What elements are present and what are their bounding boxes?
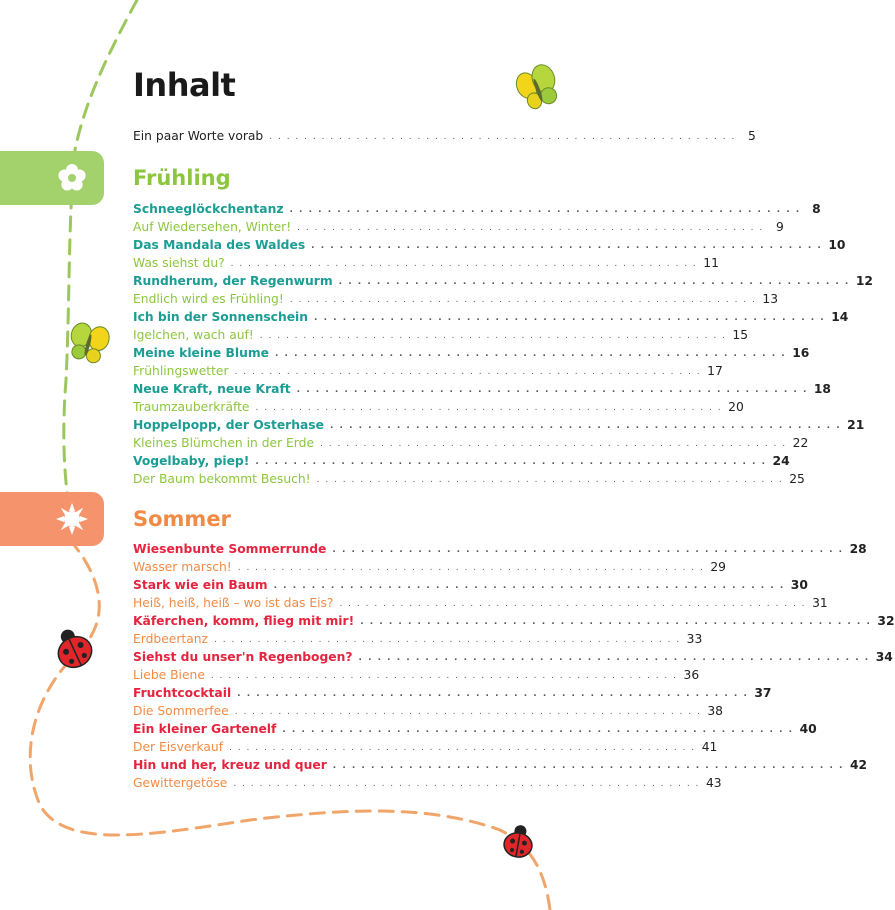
leader-dots: . . . . . . . . . . . . . . . . . . . . . . . . . . . . . . . . . . . . . . . . . . . . . . . . . . . . . .: [214, 635, 681, 645]
leader-dots: . . . . . . . . . . . . . . . . . . . . . . . . . . . . . . . . . . . . . . . . . . . . . . . . . . . . . .: [233, 779, 700, 789]
leader-dots: . . . . . . . . . . . . . . . . . . . . . . . . . . . . . . . . . . . . . . . . . . . . . . . . . . . . . .: [289, 295, 757, 305]
toc-entry-label: Der Baum bekommt Besuch!: [133, 472, 311, 486]
toc-entry-label: Igelchen, wach auf!: [133, 328, 254, 342]
leader-dots: . . . . . . . . . . . . . . . . . . . . . . . . . . . . . . . . . . . . . . . . . . . . . . . . . . . . . .: [358, 653, 870, 663]
toc-entry-page: 10: [828, 238, 846, 252]
toc-entry[interactable]: [133, 398, 744, 416]
toc-entry-label: Käferchen, komm, flieg mit mir!: [133, 614, 355, 628]
leader-dots: . . . . . . . . . . . . . . . . . . . . . . . . . . . . . . . . . . . . . . . . . . . . . . . . . . . . . .: [273, 581, 785, 591]
toc-entry-page: 43: [705, 776, 722, 790]
leader-dots: . . . . . . . . . . . . . . . . . . . . . . . . . . . . . . . . . . . . . . . . . . . . . . . . . . . . . .: [296, 385, 808, 395]
butterfly-icon: [512, 62, 562, 113]
toc-entry[interactable]: [133, 630, 703, 648]
toc-entry-label: Erdbeertanz: [133, 632, 209, 646]
toc-entry-label: Der Eisverkauf: [133, 740, 224, 754]
leader-dots: . . . . . . . . . . . . . . . . . . . . . . . . . . . . . . . . . . . . . . . . . . . . . . . . . . . . . .: [297, 223, 764, 233]
toc-entry-page: 18: [813, 382, 831, 396]
toc-entry-page: 42: [849, 758, 868, 772]
leader-dots: . . . . . . . . . . . . . . . . . . . . . . . . . . . . . . . . . . . . . . . . . . . . . . . . . . . . . .: [269, 132, 736, 142]
toc-entry-page: 15: [732, 328, 749, 342]
leader-dots: . . . . . . . . . . . . . . . . . . . . . . . . . . . . . . . . . . . . . . . . . . . . . . . . . . . . . .: [329, 421, 842, 431]
toc-entry[interactable]: [133, 540, 867, 558]
toc-entry[interactable]: [133, 416, 865, 434]
toc-entry[interactable]: [133, 236, 846, 254]
toc-entry-label: Endlich wird es Frühling!: [133, 292, 284, 306]
toc-entry-page: 21: [847, 418, 865, 432]
toc-entry-page: 5: [748, 129, 756, 143]
toc-entry[interactable]: [133, 200, 821, 218]
toc-entry-label: Gewittergetöse: [133, 776, 228, 790]
flower-icon: [56, 162, 88, 194]
leader-dots: . . . . . . . . . . . . . . . . . . . . . . . . . . . . . . . . . . . . . . . . . . . . . . . . . . . . . .: [255, 457, 767, 467]
leader-dots: . . . . . . . . . . . . . . . . . . . . . . . . . . . . . . . . . . . . . . . . . . . . . . . . . . . . . .: [314, 313, 826, 323]
toc-entry[interactable]: [133, 290, 779, 308]
toc-entry[interactable]: [133, 308, 849, 326]
toc-entry-page: 34: [875, 650, 893, 664]
toc-entry[interactable]: [133, 470, 805, 488]
toc-entry-page: 11: [703, 256, 719, 270]
leader-dots: . . . . . . . . . . . . . . . . . . . . . . . . . . . . . . . . . . . . . . . . . . . . . . . . . . . . . .: [255, 403, 723, 413]
toc-entry-label: Neue Kraft, neue Kraft: [133, 382, 291, 396]
toc-entry-label: Heiß, heiß, heiß – wo ist das Eis?: [133, 596, 334, 610]
toc-entry-label: Traumzauberkräfte: [133, 400, 250, 414]
toc-entry-label: Ein kleiner Gartenelf: [133, 722, 277, 736]
toc-entry[interactable]: [133, 434, 809, 452]
toc-entry-label: Hin und her, kreuz und quer: [133, 758, 327, 772]
toc-entry[interactable]: [133, 380, 831, 398]
leader-dots: . . . . . . . . . . . . . . . . . . . . . . . . . . . . . . . . . . . . . . . . . . . . . . . . . . . . . .: [289, 205, 801, 215]
toc-entry-page: 41: [701, 740, 718, 754]
toc-entry-page: 22: [792, 436, 809, 450]
toc-entry[interactable]: [133, 218, 784, 236]
toc-entry[interactable]: [133, 452, 790, 470]
leader-dots: . . . . . . . . . . . . . . . . . . . . . . . . . . . . . . . . . . . . . . . . . . . . . . . . . . . . . .: [339, 599, 807, 609]
toc-entry-label: Schneeglöckchentanz: [133, 202, 284, 216]
toc-entry-intro[interactable]: [133, 127, 756, 145]
toc-entry-page: 38: [707, 704, 724, 718]
toc-entry-label: Fruchtcocktail: [133, 686, 232, 700]
toc-entry-label: Ein paar Worte vorab: [133, 129, 264, 143]
toc-entry[interactable]: [133, 254, 719, 272]
leader-dots: . . . . . . . . . . . . . . . . . . . . . . . . . . . . . . . . . . . . . . . . . . . . . . . . . . . . . .: [259, 331, 727, 341]
toc-entry-label: Frühlingswetter: [133, 364, 229, 378]
toc-entry-label: Wiesenbunte Sommerrunde: [133, 542, 327, 556]
leader-dots: . . . . . . . . . . . . . . . . . . . . . . . . . . . . . . . . . . . . . . . . . . . . . . . . . . . . . .: [210, 671, 678, 681]
leader-dots: . . . . . . . . . . . . . . . . . . . . . . . . . . . . . . . . . . . . . . . . . . . . . . . . . . . . . .: [230, 259, 698, 269]
toc-entry-label: Siehst du unser'n Regenbogen?: [133, 650, 353, 664]
toc-entry[interactable]: [133, 594, 828, 612]
toc-entry[interactable]: [133, 558, 726, 576]
leader-dots: . . . . . . . . . . . . . . . . . . . . . . . . . . . . . . . . . . . . . . . . . . . . . . . . . . . . . .: [237, 689, 749, 699]
leader-dots: . . . . . . . . . . . . . . . . . . . . . . . . . . . . . . . . . . . . . . . . . . . . . . . . . . . . . .: [316, 475, 784, 485]
toc-entry-page: 25: [789, 472, 805, 486]
toc-entry-page: 37: [754, 686, 772, 700]
toc-entry-label: Die Sommerfee: [133, 704, 229, 718]
leader-dots: . . . . . . . . . . . . . . . . . . . . . . . . . . . . . . . . . . . . . . . . . . . . . . . . . . . . . .: [229, 743, 696, 753]
leader-dots: . . . . . . . . . . . . . . . . . . . . . . . . . . . . . . . . . . . . . . . . . . . . . . . . . . . . . .: [275, 349, 787, 359]
toc-entry[interactable]: [133, 720, 817, 738]
toc-entry-label: Stark wie ein Baum: [133, 578, 268, 592]
toc-entry[interactable]: [133, 702, 724, 720]
toc-entry[interactable]: [133, 326, 749, 344]
section-heading-fruehling: Frühling: [133, 166, 231, 190]
toc-entry-page: 17: [707, 364, 723, 378]
toc-entry-page: 20: [728, 400, 744, 414]
toc-entry-page: 33: [686, 632, 703, 646]
toc-entry-label: Was siehst du?: [133, 256, 225, 270]
toc-entry-label: Kleines Blümchen in der Erde: [133, 436, 315, 450]
toc-entry-page: 16: [792, 346, 810, 360]
toc-entry-page: 12: [855, 274, 873, 288]
toc-entry[interactable]: [133, 666, 700, 684]
section-tab-sommer: [0, 492, 104, 546]
toc-entry-page: 32: [877, 614, 895, 628]
leader-dots: . . . . . . . . . . . . . . . . . . . . . . . . . . . . . . . . . . . . . . . . . . . . . . . . . . . . . .: [311, 241, 823, 251]
toc-entry-label: Rundherum, der Regenwurm: [133, 274, 333, 288]
leader-dots: . . . . . . . . . . . . . . . . . . . . . . . . . . . . . . . . . . . . . . . . . . . . . . . . . . . . . .: [338, 277, 850, 287]
leader-dots: . . . . . . . . . . . . . . . . . . . . . . . . . . . . . . . . . . . . . . . . . . . . . . . . . . . . . .: [320, 439, 787, 449]
toc-entry[interactable]: [133, 756, 868, 774]
toc-entry-page: 9: [775, 220, 784, 234]
toc-entry-page: 31: [812, 596, 828, 610]
toc-entry[interactable]: [133, 774, 722, 792]
sun-icon: [56, 503, 88, 535]
leader-dots: . . . . . . . . . . . . . . . . . . . . . . . . . . . . . . . . . . . . . . . . . . . . . . . . . . . . . .: [332, 545, 844, 555]
leader-dots: . . . . . . . . . . . . . . . . . . . . . . . . . . . . . . . . . . . . . . . . . . . . . . . . . . . . . .: [360, 617, 872, 627]
butterfly-icon: [66, 320, 112, 366]
leader-dots: . . . . . . . . . . . . . . . . . . . . . . . . . . . . . . . . . . . . . . . . . . . . . . . . . . . . . .: [234, 367, 702, 377]
toc-entry-label: Liebe Biene: [133, 668, 205, 682]
toc-entry-label: Wasser marsch!: [133, 560, 232, 574]
page-title: Inhalt: [133, 66, 236, 104]
toc-entry-page: 28: [849, 542, 867, 556]
dashed-path-green: [64, 0, 137, 500]
toc-entry[interactable]: [133, 576, 808, 594]
toc-entry-page: 13: [762, 292, 779, 306]
toc-entry[interactable]: [133, 738, 718, 756]
toc-entry-page: 24: [772, 454, 790, 468]
ladybug-icon: [49, 623, 96, 673]
toc-entry-label: Hoppelpopp, der Osterhase: [133, 418, 324, 432]
toc-entry[interactable]: [133, 684, 772, 702]
leader-dots: . . . . . . . . . . . . . . . . . . . . . . . . . . . . . . . . . . . . . . . . . . . . . . . . . . . . . .: [332, 761, 844, 771]
section-heading-sommer: Sommer: [133, 507, 231, 531]
toc-entry[interactable]: [133, 272, 873, 290]
toc-entry-page: 14: [831, 310, 849, 324]
toc-entry-label: Das Mandala des Waldes: [133, 238, 306, 252]
toc-entry-page: 40: [799, 722, 817, 736]
toc-entry[interactable]: [133, 344, 810, 362]
toc-entry[interactable]: [133, 362, 723, 380]
toc-entry-page: 30: [790, 578, 808, 592]
toc-entry-page: 29: [710, 560, 726, 574]
toc-entry-page: 8: [812, 202, 821, 216]
toc-entry[interactable]: [133, 648, 893, 666]
toc-entry-label: Vogelbaby, piep!: [133, 454, 250, 468]
toc-entry-label: Auf Wiedersehen, Winter!: [133, 220, 292, 234]
toc-entry[interactable]: [133, 612, 895, 630]
section-tab-fruehling: [0, 151, 104, 205]
leader-dots: . . . . . . . . . . . . . . . . . . . . . . . . . . . . . . . . . . . . . . . . . . . . . . . . . . . . . .: [237, 563, 705, 573]
toc-entry-label: Meine kleine Blume: [133, 346, 269, 360]
toc-entry-label: Ich bin der Sonnenschein: [133, 310, 309, 324]
toc-entry-page: 36: [683, 668, 700, 682]
leader-dots: . . . . . . . . . . . . . . . . . . . . . . . . . . . . . . . . . . . . . . . . . . . . . . . . . . . . . .: [234, 707, 702, 717]
leader-dots: . . . . . . . . . . . . . . . . . . . . . . . . . . . . . . . . . . . . . . . . . . . . . . . . . . . . . .: [282, 725, 794, 735]
